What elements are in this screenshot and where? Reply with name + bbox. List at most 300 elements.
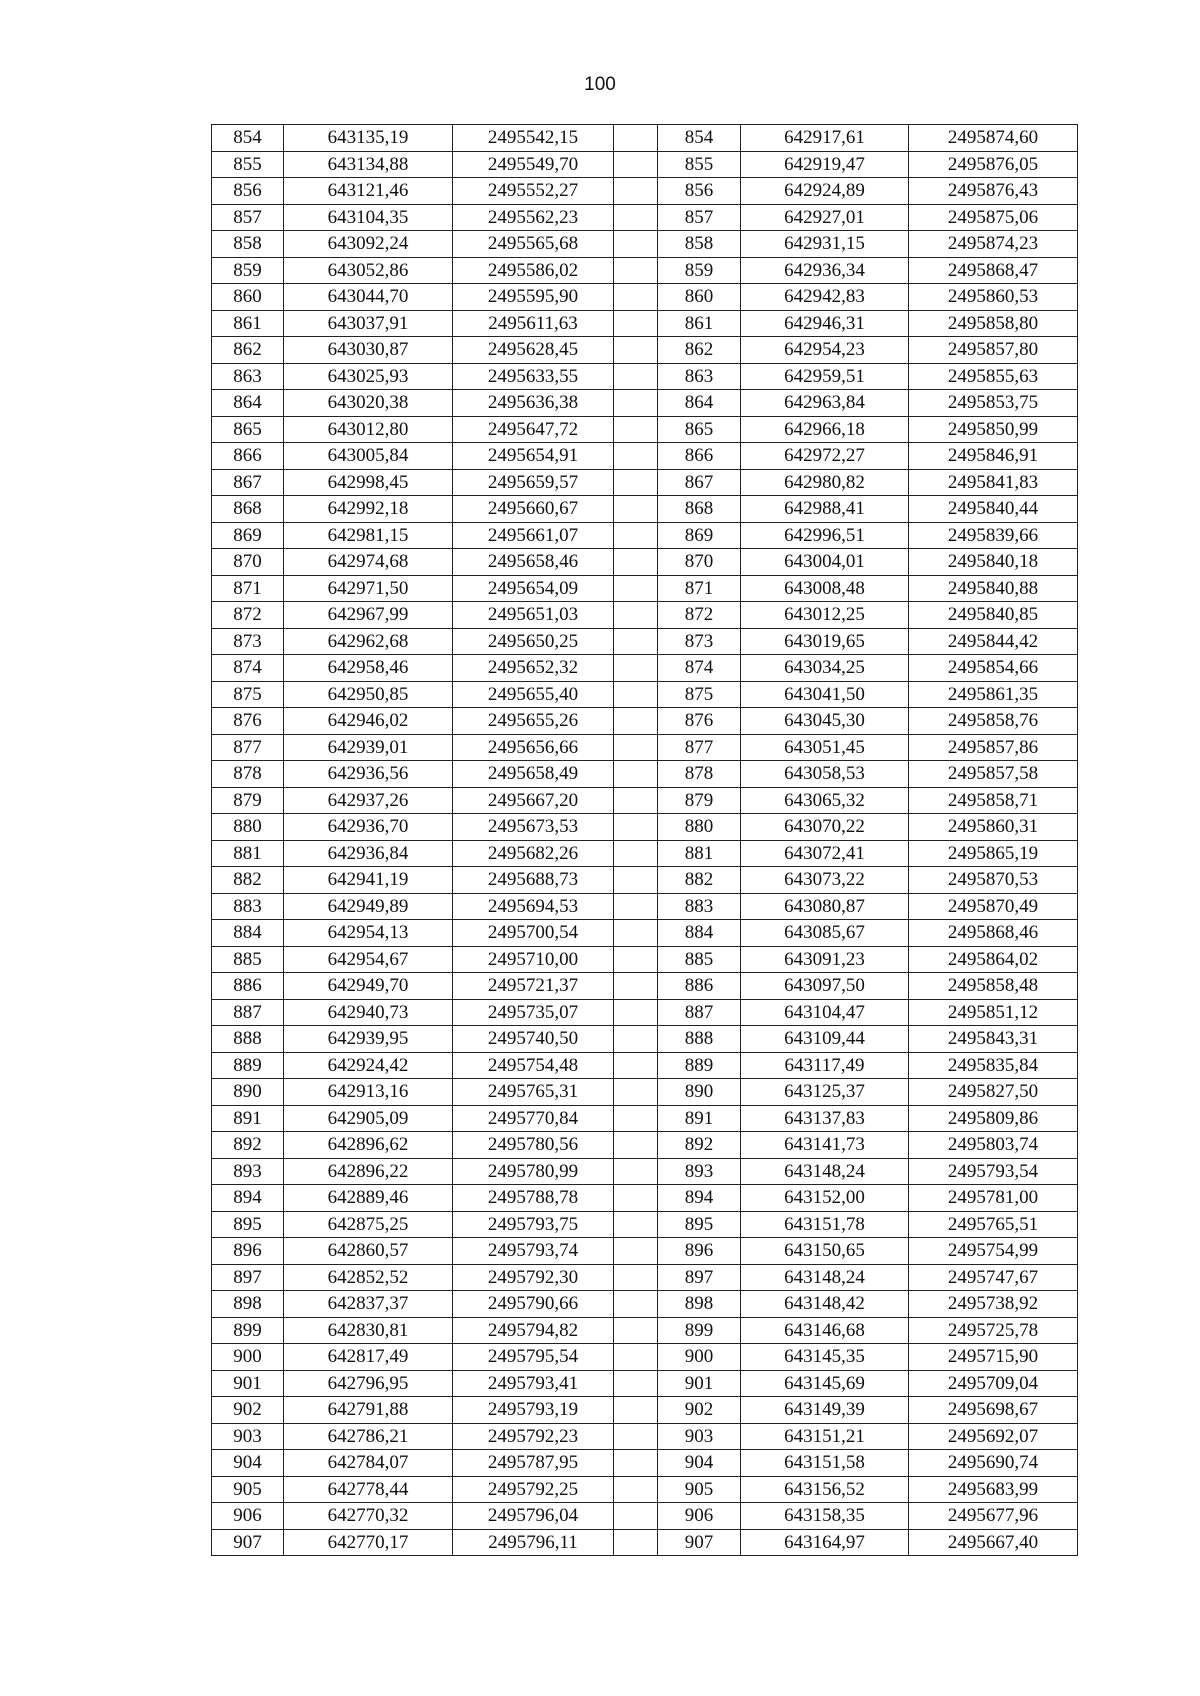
point-number-left-cell: 888 [212, 1026, 284, 1053]
point-number-right-cell: 868 [658, 496, 741, 523]
table-row [212, 1317, 1078, 1344]
x-coordinate-left-cell: 642950,85 [284, 681, 453, 708]
table-row [212, 549, 1078, 576]
empty-separator-cell [614, 1052, 658, 1079]
point-number-right-cell: 860 [658, 284, 741, 311]
point-number-left-cell: 860 [212, 284, 284, 311]
y-coordinate-left-cell: 2495655,26 [453, 708, 614, 735]
y-coordinate-left-cell: 2495628,45 [453, 337, 614, 364]
x-coordinate-right-cell: 642917,61 [741, 125, 909, 152]
x-coordinate-right-cell: 643104,47 [741, 999, 909, 1026]
y-coordinate-left-cell: 2495660,67 [453, 496, 614, 523]
x-coordinate-right-cell: 643034,25 [741, 655, 909, 682]
point-number-right-cell: 907 [658, 1529, 741, 1556]
point-number-right-cell: 886 [658, 973, 741, 1000]
point-number-left-cell: 859 [212, 257, 284, 284]
empty-separator-cell [614, 973, 658, 1000]
y-coordinate-left-cell: 2495796,11 [453, 1529, 614, 1556]
x-coordinate-left-cell: 642778,44 [284, 1476, 453, 1503]
table-row [212, 284, 1078, 311]
y-coordinate-right-cell: 2495765,51 [909, 1211, 1078, 1238]
x-coordinate-right-cell: 643125,37 [741, 1079, 909, 1106]
point-number-left-cell: 881 [212, 840, 284, 867]
y-coordinate-left-cell: 2495586,02 [453, 257, 614, 284]
y-coordinate-left-cell: 2495792,25 [453, 1476, 614, 1503]
point-number-right-cell: 882 [658, 867, 741, 894]
table-row [212, 1132, 1078, 1159]
point-number-right-cell: 898 [658, 1291, 741, 1318]
empty-separator-cell [614, 1211, 658, 1238]
x-coordinate-right-cell: 643008,48 [741, 575, 909, 602]
table-row [212, 443, 1078, 470]
empty-separator-cell [614, 840, 658, 867]
point-number-left-cell: 887 [212, 999, 284, 1026]
empty-separator-cell [614, 1079, 658, 1106]
x-coordinate-left-cell: 642946,02 [284, 708, 453, 735]
point-number-left-cell: 902 [212, 1397, 284, 1424]
x-coordinate-right-cell: 642936,34 [741, 257, 909, 284]
empty-separator-cell [614, 204, 658, 231]
table-row [212, 708, 1078, 735]
x-coordinate-right-cell: 643051,45 [741, 734, 909, 761]
x-coordinate-right-cell: 643148,24 [741, 1264, 909, 1291]
point-number-left-cell: 856 [212, 178, 284, 205]
x-coordinate-left-cell: 643121,46 [284, 178, 453, 205]
x-coordinate-right-cell: 643164,97 [741, 1529, 909, 1556]
x-coordinate-left-cell: 642905,09 [284, 1105, 453, 1132]
empty-separator-cell [614, 443, 658, 470]
empty-separator-cell [614, 893, 658, 920]
x-coordinate-left-cell: 642937,26 [284, 787, 453, 814]
y-coordinate-left-cell: 2495790,66 [453, 1291, 614, 1318]
point-number-left-cell: 891 [212, 1105, 284, 1132]
empty-separator-cell [614, 1503, 658, 1530]
y-coordinate-left-cell: 2495780,56 [453, 1132, 614, 1159]
x-coordinate-right-cell: 643151,78 [741, 1211, 909, 1238]
table-row [212, 231, 1078, 258]
x-coordinate-left-cell: 642992,18 [284, 496, 453, 523]
point-number-right-cell: 885 [658, 946, 741, 973]
y-coordinate-left-cell: 2495673,53 [453, 814, 614, 841]
x-coordinate-left-cell: 642896,62 [284, 1132, 453, 1159]
x-coordinate-left-cell: 643025,93 [284, 363, 453, 390]
y-coordinate-left-cell: 2495562,23 [453, 204, 614, 231]
point-number-left-cell: 898 [212, 1291, 284, 1318]
y-coordinate-left-cell: 2495694,53 [453, 893, 614, 920]
y-coordinate-right-cell: 2495854,66 [909, 655, 1078, 682]
y-coordinate-right-cell: 2495839,66 [909, 522, 1078, 549]
y-coordinate-right-cell: 2495850,99 [909, 416, 1078, 443]
x-coordinate-left-cell: 642913,16 [284, 1079, 453, 1106]
empty-separator-cell [614, 602, 658, 629]
table-row [212, 1423, 1078, 1450]
y-coordinate-right-cell: 2495874,60 [909, 125, 1078, 152]
point-number-left-cell: 876 [212, 708, 284, 735]
empty-separator-cell [614, 469, 658, 496]
y-coordinate-right-cell: 2495855,63 [909, 363, 1078, 390]
y-coordinate-right-cell: 2495835,84 [909, 1052, 1078, 1079]
y-coordinate-right-cell: 2495841,83 [909, 469, 1078, 496]
y-coordinate-left-cell: 2495595,90 [453, 284, 614, 311]
y-coordinate-right-cell: 2495754,99 [909, 1238, 1078, 1265]
y-coordinate-right-cell: 2495864,02 [909, 946, 1078, 973]
empty-separator-cell [614, 787, 658, 814]
table-row [212, 920, 1078, 947]
y-coordinate-left-cell: 2495652,32 [453, 655, 614, 682]
point-number-right-cell: 883 [658, 893, 741, 920]
y-coordinate-left-cell: 2495549,70 [453, 151, 614, 178]
x-coordinate-left-cell: 642949,70 [284, 973, 453, 1000]
y-coordinate-left-cell: 2495793,74 [453, 1238, 614, 1265]
point-number-right-cell: 866 [658, 443, 741, 470]
point-number-left-cell: 903 [212, 1423, 284, 1450]
table-row [212, 973, 1078, 1000]
table-row [212, 1026, 1078, 1053]
point-number-left-cell: 868 [212, 496, 284, 523]
point-number-left-cell: 899 [212, 1317, 284, 1344]
x-coordinate-right-cell: 643073,22 [741, 867, 909, 894]
empty-separator-cell [614, 946, 658, 973]
x-coordinate-right-cell: 642972,27 [741, 443, 909, 470]
y-coordinate-left-cell: 2495611,63 [453, 310, 614, 337]
table-row [212, 257, 1078, 284]
x-coordinate-left-cell: 642974,68 [284, 549, 453, 576]
x-coordinate-left-cell: 642967,99 [284, 602, 453, 629]
table-row [212, 1344, 1078, 1371]
empty-separator-cell [614, 1317, 658, 1344]
y-coordinate-right-cell: 2495870,53 [909, 867, 1078, 894]
x-coordinate-left-cell: 643037,91 [284, 310, 453, 337]
x-coordinate-right-cell: 642946,31 [741, 310, 909, 337]
point-number-right-cell: 859 [658, 257, 741, 284]
point-number-right-cell: 899 [658, 1317, 741, 1344]
point-number-right-cell: 904 [658, 1450, 741, 1477]
point-number-right-cell: 872 [658, 602, 741, 629]
table-row [212, 734, 1078, 761]
table-row [212, 469, 1078, 496]
y-coordinate-right-cell: 2495840,88 [909, 575, 1078, 602]
table-row [212, 1052, 1078, 1079]
point-number-right-cell: 884 [658, 920, 741, 947]
point-number-left-cell: 854 [212, 125, 284, 152]
x-coordinate-left-cell: 642791,88 [284, 1397, 453, 1424]
x-coordinate-left-cell: 642936,70 [284, 814, 453, 841]
point-number-left-cell: 890 [212, 1079, 284, 1106]
x-coordinate-left-cell: 642949,89 [284, 893, 453, 920]
point-number-right-cell: 903 [658, 1423, 741, 1450]
y-coordinate-right-cell: 2495853,75 [909, 390, 1078, 417]
point-number-left-cell: 885 [212, 946, 284, 973]
point-number-right-cell: 855 [658, 151, 741, 178]
point-number-right-cell: 887 [658, 999, 741, 1026]
x-coordinate-left-cell: 642837,37 [284, 1291, 453, 1318]
y-coordinate-left-cell: 2495793,19 [453, 1397, 614, 1424]
point-number-right-cell: 905 [658, 1476, 741, 1503]
point-number-right-cell: 863 [658, 363, 741, 390]
x-coordinate-left-cell: 642962,68 [284, 628, 453, 655]
point-number-left-cell: 883 [212, 893, 284, 920]
table-row [212, 522, 1078, 549]
page-number: 100 [584, 74, 616, 95]
point-number-right-cell: 873 [658, 628, 741, 655]
y-coordinate-right-cell: 2495860,31 [909, 814, 1078, 841]
x-coordinate-right-cell: 642924,89 [741, 178, 909, 205]
y-coordinate-right-cell: 2495803,74 [909, 1132, 1078, 1159]
point-number-right-cell: 893 [658, 1158, 741, 1185]
x-coordinate-left-cell: 642939,95 [284, 1026, 453, 1053]
point-number-left-cell: 871 [212, 575, 284, 602]
empty-separator-cell [614, 1397, 658, 1424]
point-number-left-cell: 874 [212, 655, 284, 682]
point-number-left-cell: 904 [212, 1450, 284, 1477]
point-number-right-cell: 880 [658, 814, 741, 841]
y-coordinate-right-cell: 2495843,31 [909, 1026, 1078, 1053]
point-number-left-cell: 867 [212, 469, 284, 496]
empty-separator-cell [614, 575, 658, 602]
y-coordinate-right-cell: 2495876,43 [909, 178, 1078, 205]
y-coordinate-left-cell: 2495710,00 [453, 946, 614, 973]
y-coordinate-left-cell: 2495682,26 [453, 840, 614, 867]
y-coordinate-left-cell: 2495688,73 [453, 867, 614, 894]
x-coordinate-left-cell: 643052,86 [284, 257, 453, 284]
point-number-left-cell: 862 [212, 337, 284, 364]
point-number-left-cell: 882 [212, 867, 284, 894]
x-coordinate-left-cell: 642936,56 [284, 761, 453, 788]
point-number-left-cell: 889 [212, 1052, 284, 1079]
x-coordinate-right-cell: 643141,73 [741, 1132, 909, 1159]
point-number-right-cell: 876 [658, 708, 741, 735]
x-coordinate-right-cell: 643041,50 [741, 681, 909, 708]
empty-separator-cell [614, 999, 658, 1026]
point-number-left-cell: 861 [212, 310, 284, 337]
point-number-left-cell: 864 [212, 390, 284, 417]
point-number-right-cell: 888 [658, 1026, 741, 1053]
empty-separator-cell [614, 1476, 658, 1503]
empty-separator-cell [614, 867, 658, 894]
y-coordinate-left-cell: 2495721,37 [453, 973, 614, 1000]
y-coordinate-left-cell: 2495656,66 [453, 734, 614, 761]
point-number-right-cell: 890 [658, 1079, 741, 1106]
x-coordinate-right-cell: 643070,22 [741, 814, 909, 841]
x-coordinate-left-cell: 643044,70 [284, 284, 453, 311]
x-coordinate-right-cell: 643158,35 [741, 1503, 909, 1530]
x-coordinate-right-cell: 643109,44 [741, 1026, 909, 1053]
x-coordinate-right-cell: 643097,50 [741, 973, 909, 1000]
table-row [212, 390, 1078, 417]
point-number-right-cell: 871 [658, 575, 741, 602]
y-coordinate-left-cell: 2495700,54 [453, 920, 614, 947]
table-row [212, 946, 1078, 973]
point-number-left-cell: 855 [212, 151, 284, 178]
y-coordinate-right-cell: 2495677,96 [909, 1503, 1078, 1530]
table-row [212, 310, 1078, 337]
y-coordinate-right-cell: 2495692,07 [909, 1423, 1078, 1450]
point-number-right-cell: 874 [658, 655, 741, 682]
empty-separator-cell [614, 522, 658, 549]
x-coordinate-right-cell: 642931,15 [741, 231, 909, 258]
empty-separator-cell [614, 1291, 658, 1318]
y-coordinate-right-cell: 2495876,05 [909, 151, 1078, 178]
empty-separator-cell [614, 390, 658, 417]
point-number-right-cell: 856 [658, 178, 741, 205]
x-coordinate-left-cell: 642770,32 [284, 1503, 453, 1530]
x-coordinate-right-cell: 642942,83 [741, 284, 909, 311]
x-coordinate-left-cell: 642830,81 [284, 1317, 453, 1344]
empty-separator-cell [614, 363, 658, 390]
point-number-left-cell: 873 [212, 628, 284, 655]
x-coordinate-right-cell: 643148,42 [741, 1291, 909, 1318]
y-coordinate-left-cell: 2495542,15 [453, 125, 614, 152]
x-coordinate-left-cell: 642981,15 [284, 522, 453, 549]
table-row [212, 1370, 1078, 1397]
y-coordinate-right-cell: 2495698,67 [909, 1397, 1078, 1424]
y-coordinate-right-cell: 2495683,99 [909, 1476, 1078, 1503]
x-coordinate-left-cell: 642941,19 [284, 867, 453, 894]
point-number-left-cell: 892 [212, 1132, 284, 1159]
y-coordinate-left-cell: 2495565,68 [453, 231, 614, 258]
table-row [212, 1529, 1078, 1556]
y-coordinate-left-cell: 2495650,25 [453, 628, 614, 655]
point-number-left-cell: 866 [212, 443, 284, 470]
x-coordinate-right-cell: 643151,21 [741, 1423, 909, 1450]
x-coordinate-left-cell: 642954,67 [284, 946, 453, 973]
x-coordinate-left-cell: 642954,13 [284, 920, 453, 947]
table-row [212, 840, 1078, 867]
empty-separator-cell [614, 1158, 658, 1185]
table-row [212, 787, 1078, 814]
point-number-right-cell: 896 [658, 1238, 741, 1265]
x-coordinate-right-cell: 642988,41 [741, 496, 909, 523]
empty-separator-cell [614, 628, 658, 655]
point-number-left-cell: 884 [212, 920, 284, 947]
x-coordinate-left-cell: 643030,87 [284, 337, 453, 364]
x-coordinate-left-cell: 643104,35 [284, 204, 453, 231]
x-coordinate-right-cell: 643045,30 [741, 708, 909, 735]
x-coordinate-left-cell: 642770,17 [284, 1529, 453, 1556]
y-coordinate-right-cell: 2495870,49 [909, 893, 1078, 920]
x-coordinate-left-cell: 642786,21 [284, 1423, 453, 1450]
point-number-left-cell: 895 [212, 1211, 284, 1238]
table-row [212, 575, 1078, 602]
y-coordinate-left-cell: 2495552,27 [453, 178, 614, 205]
x-coordinate-left-cell: 643005,84 [284, 443, 453, 470]
y-coordinate-right-cell: 2495809,86 [909, 1105, 1078, 1132]
x-coordinate-right-cell: 643058,53 [741, 761, 909, 788]
y-coordinate-right-cell: 2495865,19 [909, 840, 1078, 867]
x-coordinate-left-cell: 642796,95 [284, 1370, 453, 1397]
table-row [212, 337, 1078, 364]
point-number-right-cell: 902 [658, 1397, 741, 1424]
y-coordinate-right-cell: 2495868,47 [909, 257, 1078, 284]
table-row [212, 628, 1078, 655]
point-number-left-cell: 906 [212, 1503, 284, 1530]
x-coordinate-right-cell: 643080,87 [741, 893, 909, 920]
x-coordinate-right-cell: 642966,18 [741, 416, 909, 443]
table-row [212, 999, 1078, 1026]
x-coordinate-left-cell: 642958,46 [284, 655, 453, 682]
empty-separator-cell [614, 125, 658, 152]
point-number-right-cell: 854 [658, 125, 741, 152]
table-row [212, 496, 1078, 523]
y-coordinate-left-cell: 2495667,20 [453, 787, 614, 814]
y-coordinate-left-cell: 2495788,78 [453, 1185, 614, 1212]
empty-separator-cell [614, 1450, 658, 1477]
y-coordinate-left-cell: 2495794,82 [453, 1317, 614, 1344]
x-coordinate-right-cell: 642919,47 [741, 151, 909, 178]
y-coordinate-right-cell: 2495690,74 [909, 1450, 1078, 1477]
point-number-right-cell: 861 [658, 310, 741, 337]
table-row [212, 893, 1078, 920]
y-coordinate-left-cell: 2495770,84 [453, 1105, 614, 1132]
table-row [212, 1238, 1078, 1265]
point-number-left-cell: 877 [212, 734, 284, 761]
x-coordinate-right-cell: 643151,58 [741, 1450, 909, 1477]
point-number-left-cell: 893 [212, 1158, 284, 1185]
y-coordinate-right-cell: 2495840,85 [909, 602, 1078, 629]
x-coordinate-left-cell: 642852,52 [284, 1264, 453, 1291]
point-number-left-cell: 905 [212, 1476, 284, 1503]
empty-separator-cell [614, 1264, 658, 1291]
empty-separator-cell [614, 178, 658, 205]
y-coordinate-left-cell: 2495787,95 [453, 1450, 614, 1477]
point-number-left-cell: 870 [212, 549, 284, 576]
y-coordinate-left-cell: 2495655,40 [453, 681, 614, 708]
table-row [212, 125, 1078, 152]
empty-separator-cell [614, 1344, 658, 1371]
y-coordinate-left-cell: 2495633,55 [453, 363, 614, 390]
point-number-right-cell: 892 [658, 1132, 741, 1159]
empty-separator-cell [614, 231, 658, 258]
table-row [212, 1291, 1078, 1318]
y-coordinate-right-cell: 2495868,46 [909, 920, 1078, 947]
table-row [212, 1185, 1078, 1212]
x-coordinate-right-cell: 642963,84 [741, 390, 909, 417]
y-coordinate-right-cell: 2495857,80 [909, 337, 1078, 364]
x-coordinate-left-cell: 642784,07 [284, 1450, 453, 1477]
empty-separator-cell [614, 257, 658, 284]
x-coordinate-left-cell: 642896,22 [284, 1158, 453, 1185]
x-coordinate-left-cell: 642924,42 [284, 1052, 453, 1079]
y-coordinate-right-cell: 2495860,53 [909, 284, 1078, 311]
empty-separator-cell [614, 1238, 658, 1265]
point-number-left-cell: 880 [212, 814, 284, 841]
point-number-left-cell: 857 [212, 204, 284, 231]
empty-separator-cell [614, 284, 658, 311]
table-row [212, 1079, 1078, 1106]
point-number-right-cell: 865 [658, 416, 741, 443]
point-number-left-cell: 896 [212, 1238, 284, 1265]
y-coordinate-right-cell: 2495827,50 [909, 1079, 1078, 1106]
x-coordinate-right-cell: 643148,24 [741, 1158, 909, 1185]
point-number-left-cell: 858 [212, 231, 284, 258]
empty-separator-cell [614, 1370, 658, 1397]
empty-separator-cell [614, 549, 658, 576]
empty-separator-cell [614, 416, 658, 443]
y-coordinate-right-cell: 2495793,54 [909, 1158, 1078, 1185]
point-number-left-cell: 901 [212, 1370, 284, 1397]
table-row [212, 1450, 1078, 1477]
x-coordinate-right-cell: 643065,32 [741, 787, 909, 814]
x-coordinate-left-cell: 642940,73 [284, 999, 453, 1026]
empty-separator-cell [614, 337, 658, 364]
x-coordinate-left-cell: 642817,49 [284, 1344, 453, 1371]
empty-separator-cell [614, 1185, 658, 1212]
y-coordinate-left-cell: 2495654,91 [453, 443, 614, 470]
point-number-right-cell: 864 [658, 390, 741, 417]
point-number-right-cell: 875 [658, 681, 741, 708]
table-row [212, 602, 1078, 629]
point-number-right-cell: 857 [658, 204, 741, 231]
